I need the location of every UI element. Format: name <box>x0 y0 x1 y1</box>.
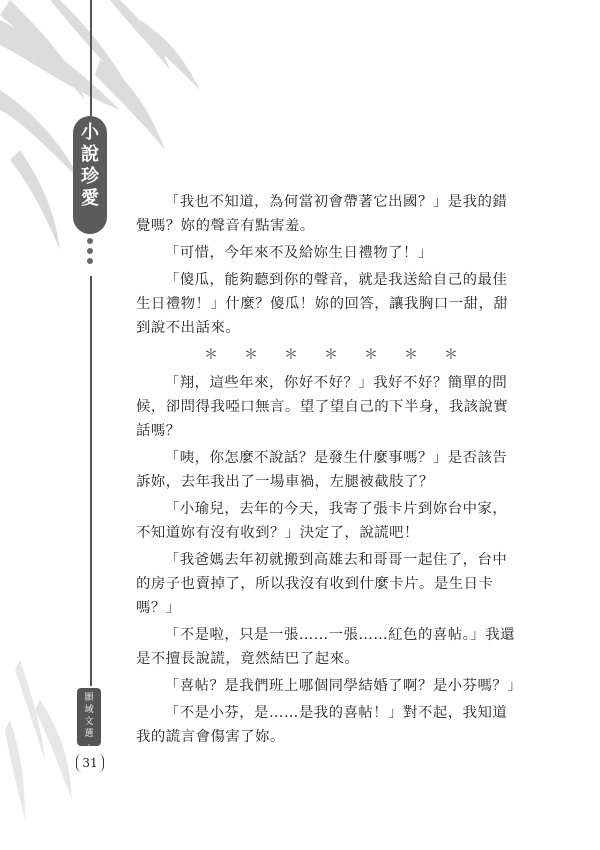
publisher-char: 文 <box>84 717 94 727</box>
paragraph: 「我爸媽去年初就搬到高雄去和哥哥一起住了，台中的房子也賣掉了，所以我沒有收到什麼卡片。是生日卡嗎？」 <box>136 552 508 616</box>
paragraph: 「小瑜兒，去年的今天，我寄了張卡片到妳台中家，不知道妳有沒有收到？」決定了，說謊吧！ <box>136 501 508 541</box>
paragraph: 「可惜，今年來不及給妳生日禮物了！」 <box>164 245 433 261</box>
paragraph: 「不是啦，只是一張……一張……紅色的喜帖。」我還是不擅長說謊，竟然結巴了起來。 <box>136 627 515 667</box>
paragraph: 「我也不知道，為何當初會帶著它出國？」是我的錯覺嗎？妳的聲音有點害羞。 <box>136 194 508 234</box>
publisher-char: 選 <box>84 729 94 739</box>
decorative-dots <box>86 238 94 268</box>
publisher-char: · <box>87 741 91 751</box>
sidebar-rule-top <box>90 0 92 116</box>
sidebar-rule-bottom <box>90 276 92 686</box>
paragraph: 「喜帖？是我們班上哪個同學結婚了啊？是小芬嗎？」 <box>164 678 523 694</box>
publisher-label <box>77 692 101 752</box>
section-separator: ＊＊＊＊＊＊＊ <box>204 347 484 363</box>
publisher-char: 顥 <box>84 693 94 703</box>
paragraph: 「翔，這些年來，你好不好？」我好不好？簡單的問候，卻問得我啞口無言。望了望自己的下半身，我該說實話嗎？ <box>136 375 509 439</box>
series-title <box>73 122 107 210</box>
body-text <box>136 190 522 752</box>
series-title-char: 說 <box>81 144 99 165</box>
series-title-char: 小 <box>81 122 99 143</box>
paragraph: 「不是小芬，是……是我的喜帖！」對不起，我知道我的謊言會傷害了妳。 <box>136 705 508 745</box>
series-title-char: 愛 <box>81 188 99 209</box>
paragraph: 「傻瓜，能夠聽到你的聲音，就是我送給自己的最佳生日禮物！」什麼？傻瓜！妳的回答，讓我胸口一甜，甜到說不出話來。 <box>136 272 509 336</box>
paragraph: 「咦，你怎麼不說話？是發生什麼事嗎？」是否該告訴妳，去年我出了一場車禍，左腿被截肢了？ <box>136 450 508 490</box>
publisher-char: 域 <box>84 705 94 715</box>
page-number: 31 <box>76 754 104 772</box>
series-title-char: 珍 <box>81 166 99 187</box>
